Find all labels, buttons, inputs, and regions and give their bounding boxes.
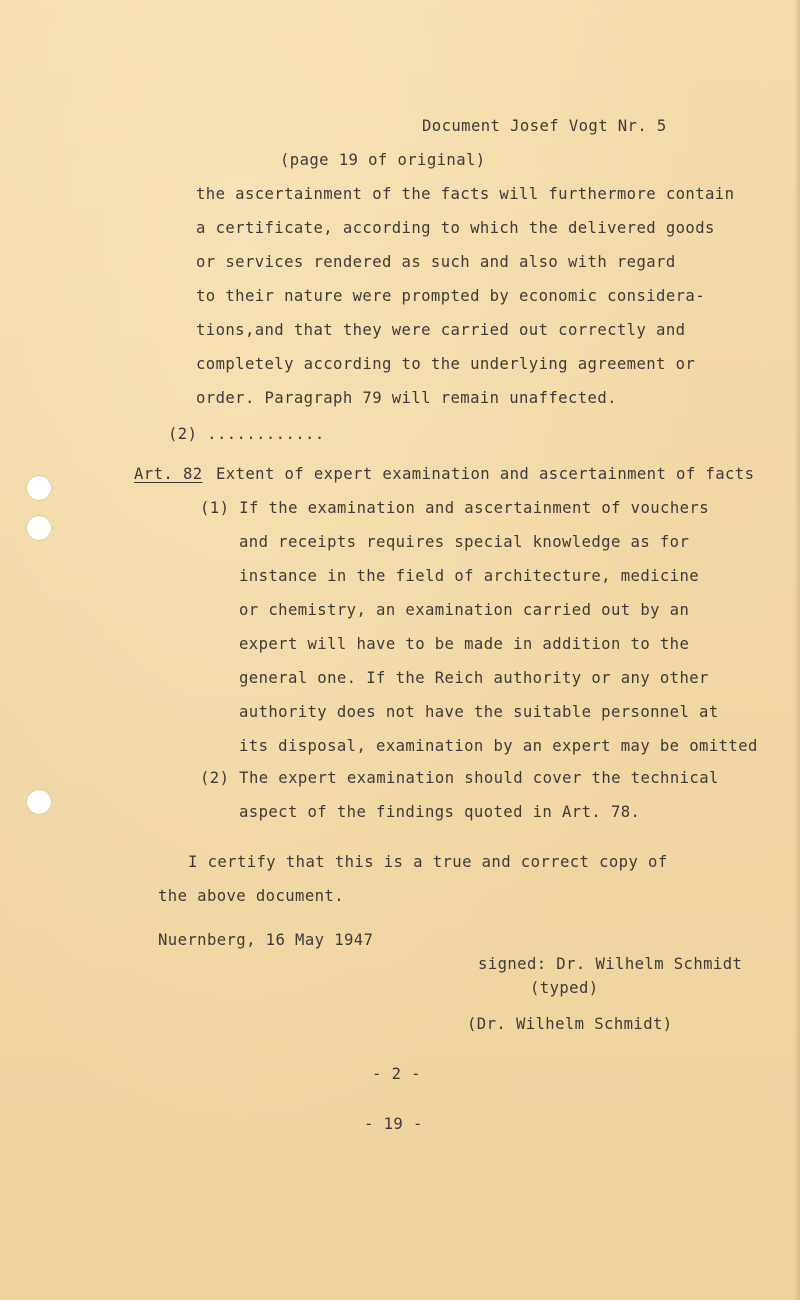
punch-hole-middle: [27, 516, 51, 540]
place-date: Nuernberg, 16 May 1947: [158, 931, 374, 949]
text-line: or services rendered as such and also with regard: [196, 253, 676, 271]
signature-name: (Dr. Wilhelm Schmidt): [467, 1015, 673, 1033]
text-line: tions,and that they were carried out correctly and: [196, 321, 686, 339]
article-para-2-line: aspect of the findings quoted in Art. 78.: [239, 803, 641, 821]
paper-edge: [794, 0, 800, 1300]
text-line: a certificate, according to which the delivered goods: [196, 219, 715, 237]
article-para-1-line: expert will have to be made in addition to the: [239, 635, 690, 653]
certification-line: the above document.: [158, 887, 344, 905]
punch-hole-bottom: [27, 790, 51, 814]
article-para-1-line: instance in the field of architecture, medicine: [239, 567, 700, 585]
text-line: to their nature were prompted by economic considera-: [196, 287, 705, 305]
page-number: - 2 -: [372, 1065, 421, 1083]
article-para-1-line: or chemistry, an examination carried out by an: [239, 601, 690, 619]
article-para-2-line: (2) The expert examination should cover the technical: [200, 769, 719, 787]
text-line: completely according to the underlying agreement or: [196, 355, 696, 373]
page-number-original: - 19 -: [364, 1115, 423, 1133]
text-line: the ascertainment of the facts will furthermore contain: [196, 185, 735, 203]
signature-typed: (typed): [530, 979, 599, 997]
article-para-1-line: and receipts requires special knowledge as for: [239, 533, 690, 551]
article-title: Extent of expert examination and ascertainment of facts: [216, 465, 755, 483]
page-reference: (page 19 of original): [280, 151, 486, 169]
certification-line: I certify that this is a true and correct copy of: [188, 853, 668, 871]
article-para-1-line: authority does not have the suitable personnel at: [239, 703, 719, 721]
article-para-1-line: its disposal, examination by an expert may be omitted: [239, 737, 758, 755]
text-line: order. Paragraph 79 will remain unaffected.: [196, 389, 617, 407]
article-para-1-line: general one. If the Reich authority or any other: [239, 669, 709, 687]
signature-signed: signed: Dr. Wilhelm Schmidt: [478, 955, 743, 973]
punch-hole-top: [27, 476, 51, 500]
document-header: Document Josef Vogt Nr. 5: [422, 117, 667, 135]
item-2-placeholder: (2) ............: [168, 425, 325, 443]
article-label: Art. 82: [134, 465, 203, 483]
article-para-1-line: (1) If the examination and ascertainment of vouchers: [200, 499, 709, 517]
